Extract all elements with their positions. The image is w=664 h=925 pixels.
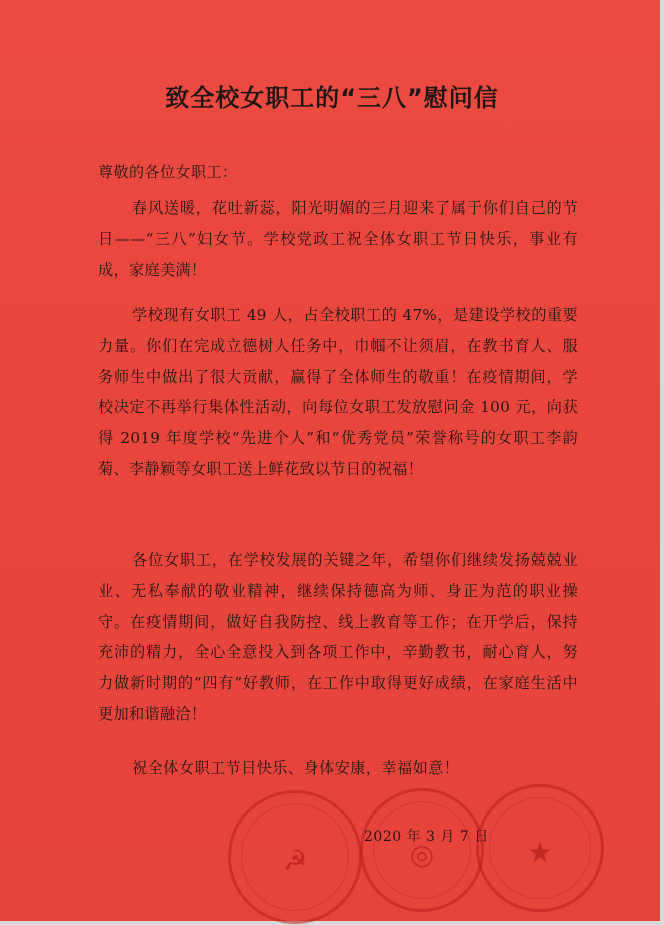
union-emblem-icon: ◎	[409, 838, 435, 872]
letter-closing: 祝全体女职工节日快乐、身体安康，幸福如意！	[132, 759, 460, 777]
star-icon: ★	[527, 835, 553, 869]
trade-union-seal	[476, 784, 604, 912]
letter-salutation: 尊敬的各位女职工：	[98, 163, 238, 181]
party-committee-seal	[228, 790, 362, 924]
letter-date: 2020 年 3 月 7 日	[364, 829, 489, 845]
letter-paragraph-1: 春风送暖，花吐新蕊，阳光明媚的三月迎来了属于你们自己的节日——“三八”妇女节。学校党政工祝全体女职工节日快乐，事业有成，家庭美满！	[98, 199, 578, 279]
party-emblem-icon: ☭	[282, 844, 308, 878]
letter-paragraph-2: 学校现有女职工 49 人，占全校职工的 47%，是建设学校的重要力量。你们在完成立德树人任务中，巾帼不让须眉，在教书育人、服务师生中做出了很大贡献，赢得了全体师生的敬重！在疫情期间，学校决定不再举行集体性活动，向每位女职工发放慰问金 100 元，向获得 2019 年度学校“先进个人”和“优秀党员”荣誉称号的女职工李韵菊、李静颖等女职工送上鲜花致以节日的祝福！	[98, 306, 578, 478]
letter-title: 致全校女职工的“三八”慰问信	[165, 84, 499, 112]
page-edge-right	[660, 0, 664, 925]
page-edge-bottom	[0, 921, 664, 925]
letter-paragraph-3: 各位女职工，在学校发展的关键之年，希望你们继续发扬兢兢业业、无私奉献的敬业精神，继续保持德高为师、身正为范的职业操守。在疫情期间，做好自我防控、线上教育等工作；在开学后，保持充沛的精力，全心全意投入到各项工作中，辛勤教书，耐心育人，努力做新时期的“四有”好教师，在工作中取得更好成绩，在家庭生活中更加和谐融洽！	[98, 551, 578, 723]
school-seal	[360, 788, 484, 912]
